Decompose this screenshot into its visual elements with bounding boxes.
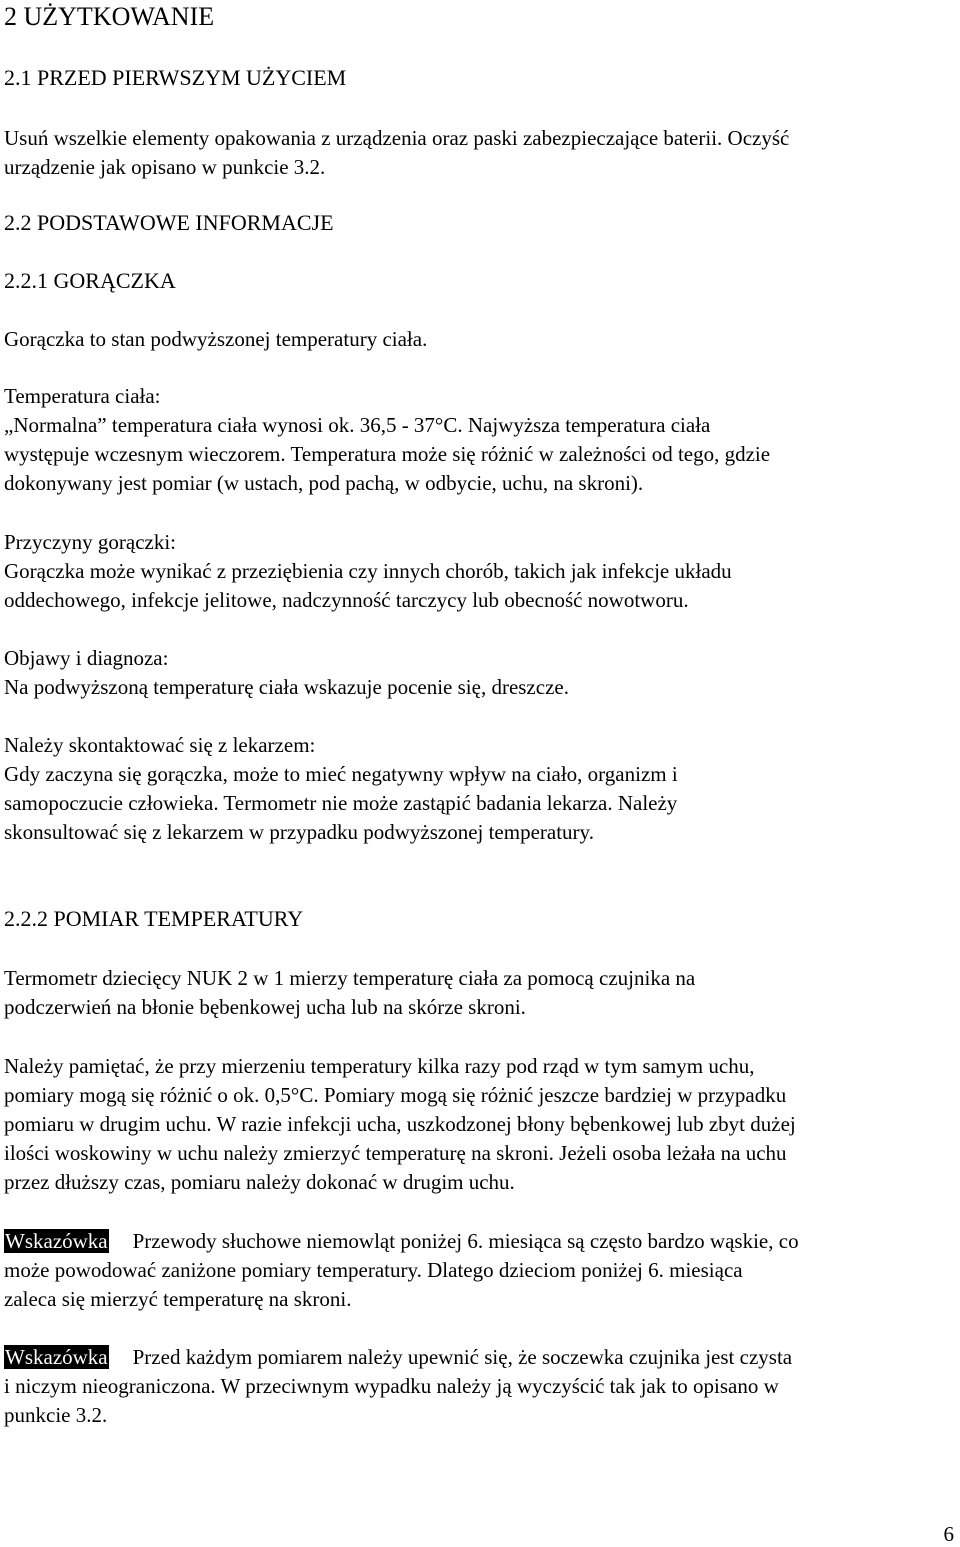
paragraph-line: przez dłuższy czas, pomiaru należy dokonać w drugim uchu.	[4, 1170, 515, 1194]
paragraph-line: i niczym nieograniczona. W przeciwnym wypadku należy ją wyczyścić tak jak to opisano w	[4, 1374, 779, 1398]
label-causes: Przyczyny gorączki:	[4, 530, 177, 554]
paragraph-line: Gdy zaczyna się gorączka, może to mieć negatywny wpływ na ciało, organizm i	[4, 762, 678, 786]
paragraph-line: Gorączka może wynikać z przeziębienia czy innych chorób, takich jak infekcje układu	[4, 559, 732, 583]
paragraph-line: urządzenie jak opisano w punkcie 3.2.	[4, 155, 326, 179]
paragraph-line: Termometr dziecięcy NUK 2 w 1 mierzy temperaturę ciała za pomocą czujnika na	[4, 966, 696, 990]
paragraph-line: Usuń wszelkie elementy opakowania z urządzenia oraz paski zabezpieczające baterii. Oczyść	[4, 126, 790, 150]
paragraph-line: skonsultować się z lekarzem w przypadku podwyższonej temperatury.	[4, 820, 594, 844]
note-badge: Wskazówka	[5, 1229, 108, 1253]
label-temperature: Temperatura ciała:	[4, 384, 161, 408]
paragraph-line: Gorączka to stan podwyższonej temperatury ciała.	[4, 327, 428, 351]
paragraph-line: dokonywany jest pomiar (w ustach, pod pachą, w odbycie, uchu, na skroni).	[4, 471, 644, 495]
paragraph-line: podczerwień na błonie bębenkowej ucha lub na skórze skroni.	[4, 995, 526, 1019]
paragraph-line: może powodować zaniżone pomiary temperatury. Dlatego dzieciom poniżej 6. miesiąca	[4, 1258, 743, 1282]
note-badge: Wskazówka	[5, 1345, 108, 1369]
heading-main: 2 UŻYTKOWANIE	[4, 2, 215, 31]
paragraph-line: pomiary mogą się różnić o ok. 0,5°C. Pomiary mogą się różnić jeszcze bardziej w przypadku	[4, 1083, 787, 1107]
label-doctor: Należy skontaktować się z lekarzem:	[4, 733, 316, 757]
heading-2-2-1: 2.2.1 GORĄCZKA	[4, 268, 176, 293]
page-number: 6	[943, 1522, 954, 1546]
heading-2-1: 2.1 PRZED PIERWSZYM UŻYCIEM	[4, 65, 347, 90]
label-symptoms: Objawy i diagnoza:	[4, 646, 169, 670]
heading-2-2-2: 2.2.2 POMIAR TEMPERATURY	[4, 906, 304, 931]
paragraph-line: Na podwyższoną temperaturę ciała wskazuje pocenie się, dreszcze.	[4, 675, 569, 699]
note-text: Przed każdym pomiarem należy upewnić się, że soczewka czujnika jest czysta	[132, 1345, 793, 1369]
paragraph-line: oddechowego, infekcje jelitowe, nadczynność tarczycy lub obecność nowotworu.	[4, 588, 689, 612]
heading-2-2: 2.2 PODSTAWOWE INFORMACJE	[4, 210, 334, 235]
paragraph-line: Należy pamiętać, że przy mierzeniu temperatury kilka razy pod rząd w tym samym uchu,	[4, 1054, 755, 1078]
paragraph-line: występuje wczesnym wieczorem. Temperatura może się różnić w zależności od tego, gdzie	[4, 442, 771, 466]
paragraph-line: punkcie 3.2.	[4, 1403, 108, 1427]
paragraph-line: samopoczucie człowieka. Termometr nie może zastąpić badania lekarza. Należy	[4, 791, 678, 815]
paragraph-line: „Normalna” temperatura ciała wynosi ok. 36,5 - 37°C. Najwyższa temperatura ciała	[4, 413, 711, 437]
paragraph-line: pomiaru w drugim uchu. W razie infekcji ucha, uszkodzonej błony bębenkowej lub zbyt dużej	[4, 1112, 796, 1136]
note-2-first-line	[4, 1345, 792, 1369]
note-text: Przewody słuchowe niemowląt poniżej 6. miesiąca są często bardzo wąskie, co	[132, 1229, 799, 1253]
paragraph-line: zaleca się mierzyć temperaturę na skroni.	[4, 1287, 352, 1311]
note-1-first-line	[4, 1229, 799, 1253]
paragraph-line: ilości woskowiny w uchu należy zmierzyć temperaturę na skroni. Jeżeli osoba leżała na uchu	[4, 1141, 787, 1165]
